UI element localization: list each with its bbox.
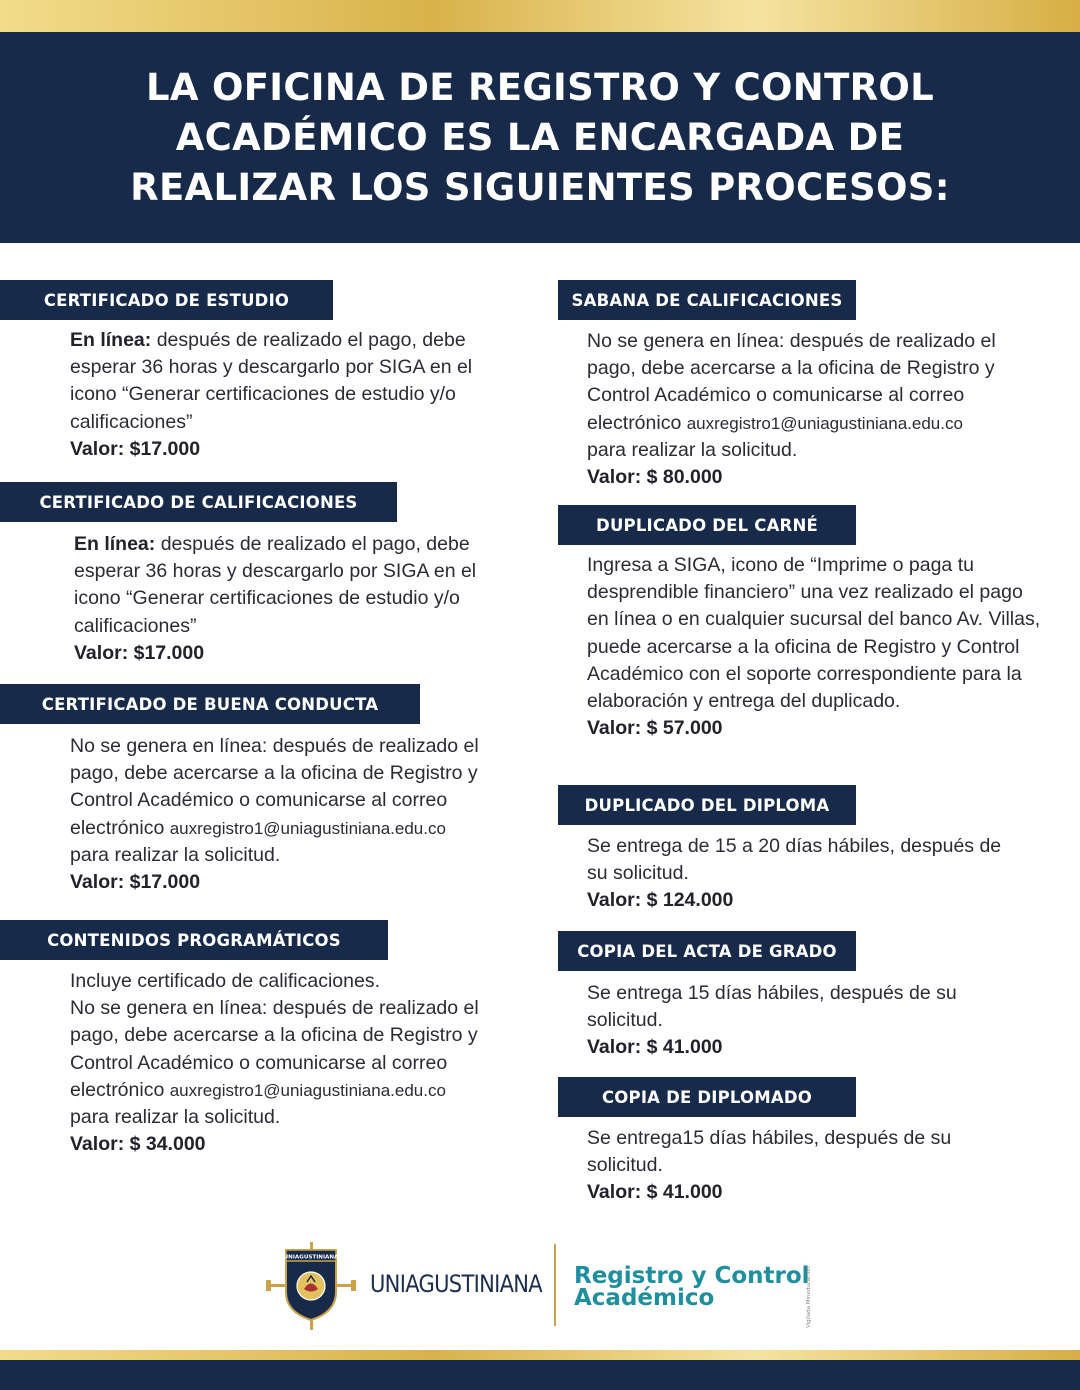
uniagustiniana-logo — [266, 1240, 826, 1330]
section-body-buena-conducta: No se genera en línea: después de realizado el pago, debe acercarse a la oficina de Registro y Control Académico o comunicarse al correo electrónico auxregistro1@uniagustiniana.edu.co para realizar la solicitud. Valor: $17.000 — [70, 735, 479, 894]
footer-divider — [554, 1244, 556, 1326]
price-label: Valor: $ 57.000 — [587, 717, 723, 740]
email-link: auxregistro1@uniagustiniana.edu.co — [169, 1080, 446, 1100]
section-body-copia-diplomado: Se entrega15 días hábiles, después de su solicitud. Valor: $ 41.000 — [587, 1127, 952, 1204]
vigilada-note: Vigilada Mineducación — [806, 1266, 812, 1328]
section-body-copia-acta-grado: Se entrega 15 días hábiles, después de su solicitud. Valor: $ 41.000 — [587, 982, 957, 1059]
section-body-certificado-calificaciones: En línea: después de realizado el pago, debe esperar 36 horas y descargarlo por SIGA en el icono “Generar certificaciones de estudio y/o calificaciones” Valor: $17.000 — [74, 533, 477, 664]
section-body-certificado-estudio: En línea: después de realizado el pago, debe esperar 36 horas y descargarlo por SIGA en el icono “Generar certificaciones de estudio y/o calificaciones” Valor: $17.000 — [70, 329, 473, 460]
price-label: Valor: $ 41.000 — [587, 1036, 723, 1059]
section-title-copia-acta-grado: COPIA DEL ACTA DE GRADO — [558, 931, 856, 971]
page-title: LA OFICINA DE REGISTRO Y CONTROL ACADÉMICO ES LA ENCARGADA DE REALIZAR LOS SIGUIENTES PROCESOS: — [130, 65, 950, 209]
uniagustiniana-seal-icon — [266, 1242, 356, 1330]
section-title-contenidos-programaticos: CONTENIDOS PROGRAMÁTICOS — [0, 920, 388, 960]
section-body-contenidos-programaticos: Incluye certificado de calificaciones. No se genera en línea: después de realizado el pago, debe acercarse a la oficina de Registro y Control Académico o comunicarse al correo electrónico auxregistro1@uniagustiniana.edu.co para realizar la solicitud. Valor: $ 34.000 — [70, 970, 479, 1156]
section-title-certificado-estudio: CERTIFICADO DE ESTUDIO — [0, 280, 333, 320]
header-banner — [0, 32, 1080, 243]
bottom-gold-stripe — [0, 1350, 1080, 1360]
price-label: Valor: $17.000 — [74, 641, 205, 664]
section-body-duplicado-carne: Ingresa a SIGA, icono de “Imprime o paga tu desprendible financiero” una vez realizado el pago en línea o en cualquier sucursal del banco Av. Villas, puede acercarse a la oficina de Registro y Control Académico con el soporte correspondiente para la elaboración y entrega del duplicado. Valor: $ 57.000 — [587, 554, 1041, 740]
top-gold-stripe — [0, 0, 1080, 32]
section-title-certificado-calificaciones: CERTIFICADO DE CALIFICACIONES — [0, 482, 397, 522]
section-title-duplicado-diploma: DUPLICADO DEL DIPLOMA — [558, 785, 856, 825]
section-title-duplicado-carne: DUPLICADO DEL CARNÉ — [558, 505, 856, 545]
email-link: auxregistro1@uniagustiniana.edu.co — [686, 413, 963, 433]
price-label: Valor: $ 41.000 — [587, 1181, 723, 1204]
price-label: Valor: $17.000 — [70, 437, 201, 460]
department-name-line1: Registro y Control — [574, 1263, 810, 1289]
svg-text:UNIAGUSTINIANA: UNIAGUSTINIANA — [283, 1254, 339, 1261]
email-link: auxregistro1@uniagustiniana.edu.co — [169, 818, 446, 838]
section-title-sabana-calificaciones: SABANA DE CALIFICACIONES — [558, 280, 856, 320]
section-body-duplicado-diploma: Se entrega de 15 a 20 días hábiles, después de su solicitud. Valor: $ 124.000 — [587, 835, 1002, 912]
section-title-buena-conducta: CERTIFICADO DE BUENA CONDUCTA — [0, 684, 420, 724]
price-label: Valor: $ 124.000 — [587, 889, 734, 912]
price-label: Valor: $17.000 — [70, 871, 201, 894]
price-label: Valor: $ 80.000 — [587, 466, 723, 489]
department-name-line2: Académico — [574, 1285, 715, 1311]
price-label: Valor: $ 34.000 — [70, 1133, 206, 1156]
section-body-sabana-calificaciones: No se genera en línea: después de realizado el pago, debe acercarse a la oficina de Registro y Control Académico o comunicarse al correo electrónico auxregistro1@uniagustiniana.edu.co para realizar la solicitud. Valor: $ 80.000 — [587, 330, 996, 489]
section-title-copia-diplomado: COPIA DE DIPLOMADO — [558, 1077, 856, 1117]
bottom-navy-bar — [0, 1360, 1080, 1390]
brand-wordmark: UNIAGUSTINIANA — [370, 1270, 544, 1298]
